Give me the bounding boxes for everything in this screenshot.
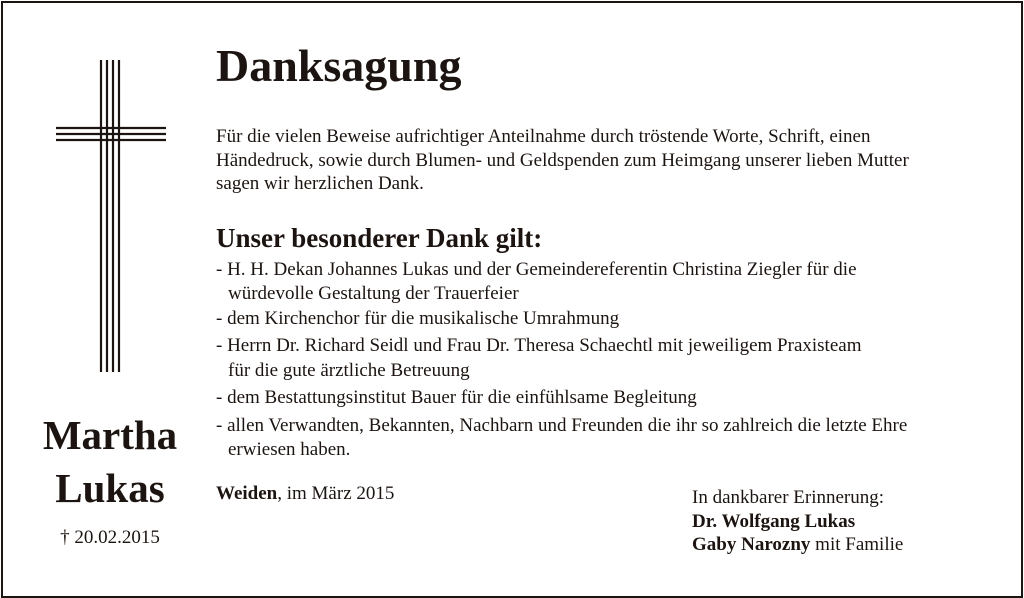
death-date: † 20.02.2015 (60, 527, 160, 548)
signer-name: Gaby Narozny (692, 534, 811, 555)
thanks-line: - H. H. Dekan Johannes Lukas und der Gemeindereferentin Christina Ziegler für die (216, 259, 857, 280)
special-thanks-heading: Unser besonderer Dank gilt: (216, 223, 543, 253)
signer-suffix: mit Familie (810, 534, 904, 555)
thanks-line: - allen Verwandten, Bekannten, Nachbarn und Freunden die ihr so zahlreich die letzte Ehre (216, 415, 908, 436)
thanks-line: - dem Bestattungsinstitut Bauer für die einfühlsame Begleitung (216, 387, 697, 408)
thanks-line: würdevolle Gestaltung der Trauerfeier (228, 283, 519, 304)
signer-name: Dr. Wolfgang Lukas (692, 510, 856, 532)
thanks-line: - dem Kirchenchor für die musikalische Umrahmung (216, 308, 620, 329)
thanks-line: erwiesen haben. (228, 439, 351, 460)
date: , im März 2015 (277, 483, 395, 504)
intro-paragraph (216, 125, 1006, 196)
signature-block (692, 486, 903, 557)
signature-intro: In dankbarer Erinnerung: (692, 487, 885, 508)
thanks-line: für die gute ärztliche Betreuung (228, 360, 470, 381)
intro-line: Händedruck, sowie durch Blumen- und Geldspenden zum Heimgang unserer lieben Mutter (216, 149, 909, 171)
thanks-line: - Herrn Dr. Richard Seidl und Frau Dr. Theresa Schaechtl mit jeweiligem Praxisteam (216, 335, 862, 356)
intro-line: sagen wir herzlichen Dank. (216, 173, 424, 194)
place: Weiden (216, 483, 278, 504)
deceased-last-name: Lukas (55, 465, 165, 511)
place-date (216, 483, 394, 505)
deceased-first-name: Martha (42, 412, 178, 458)
intro-line: Für die vielen Beweise aufrichtiger Anteilnahme durch tröstende Worte, Schrift, einen (216, 126, 871, 147)
page-title: Danksagung (216, 40, 462, 91)
cross-icon (56, 60, 166, 372)
